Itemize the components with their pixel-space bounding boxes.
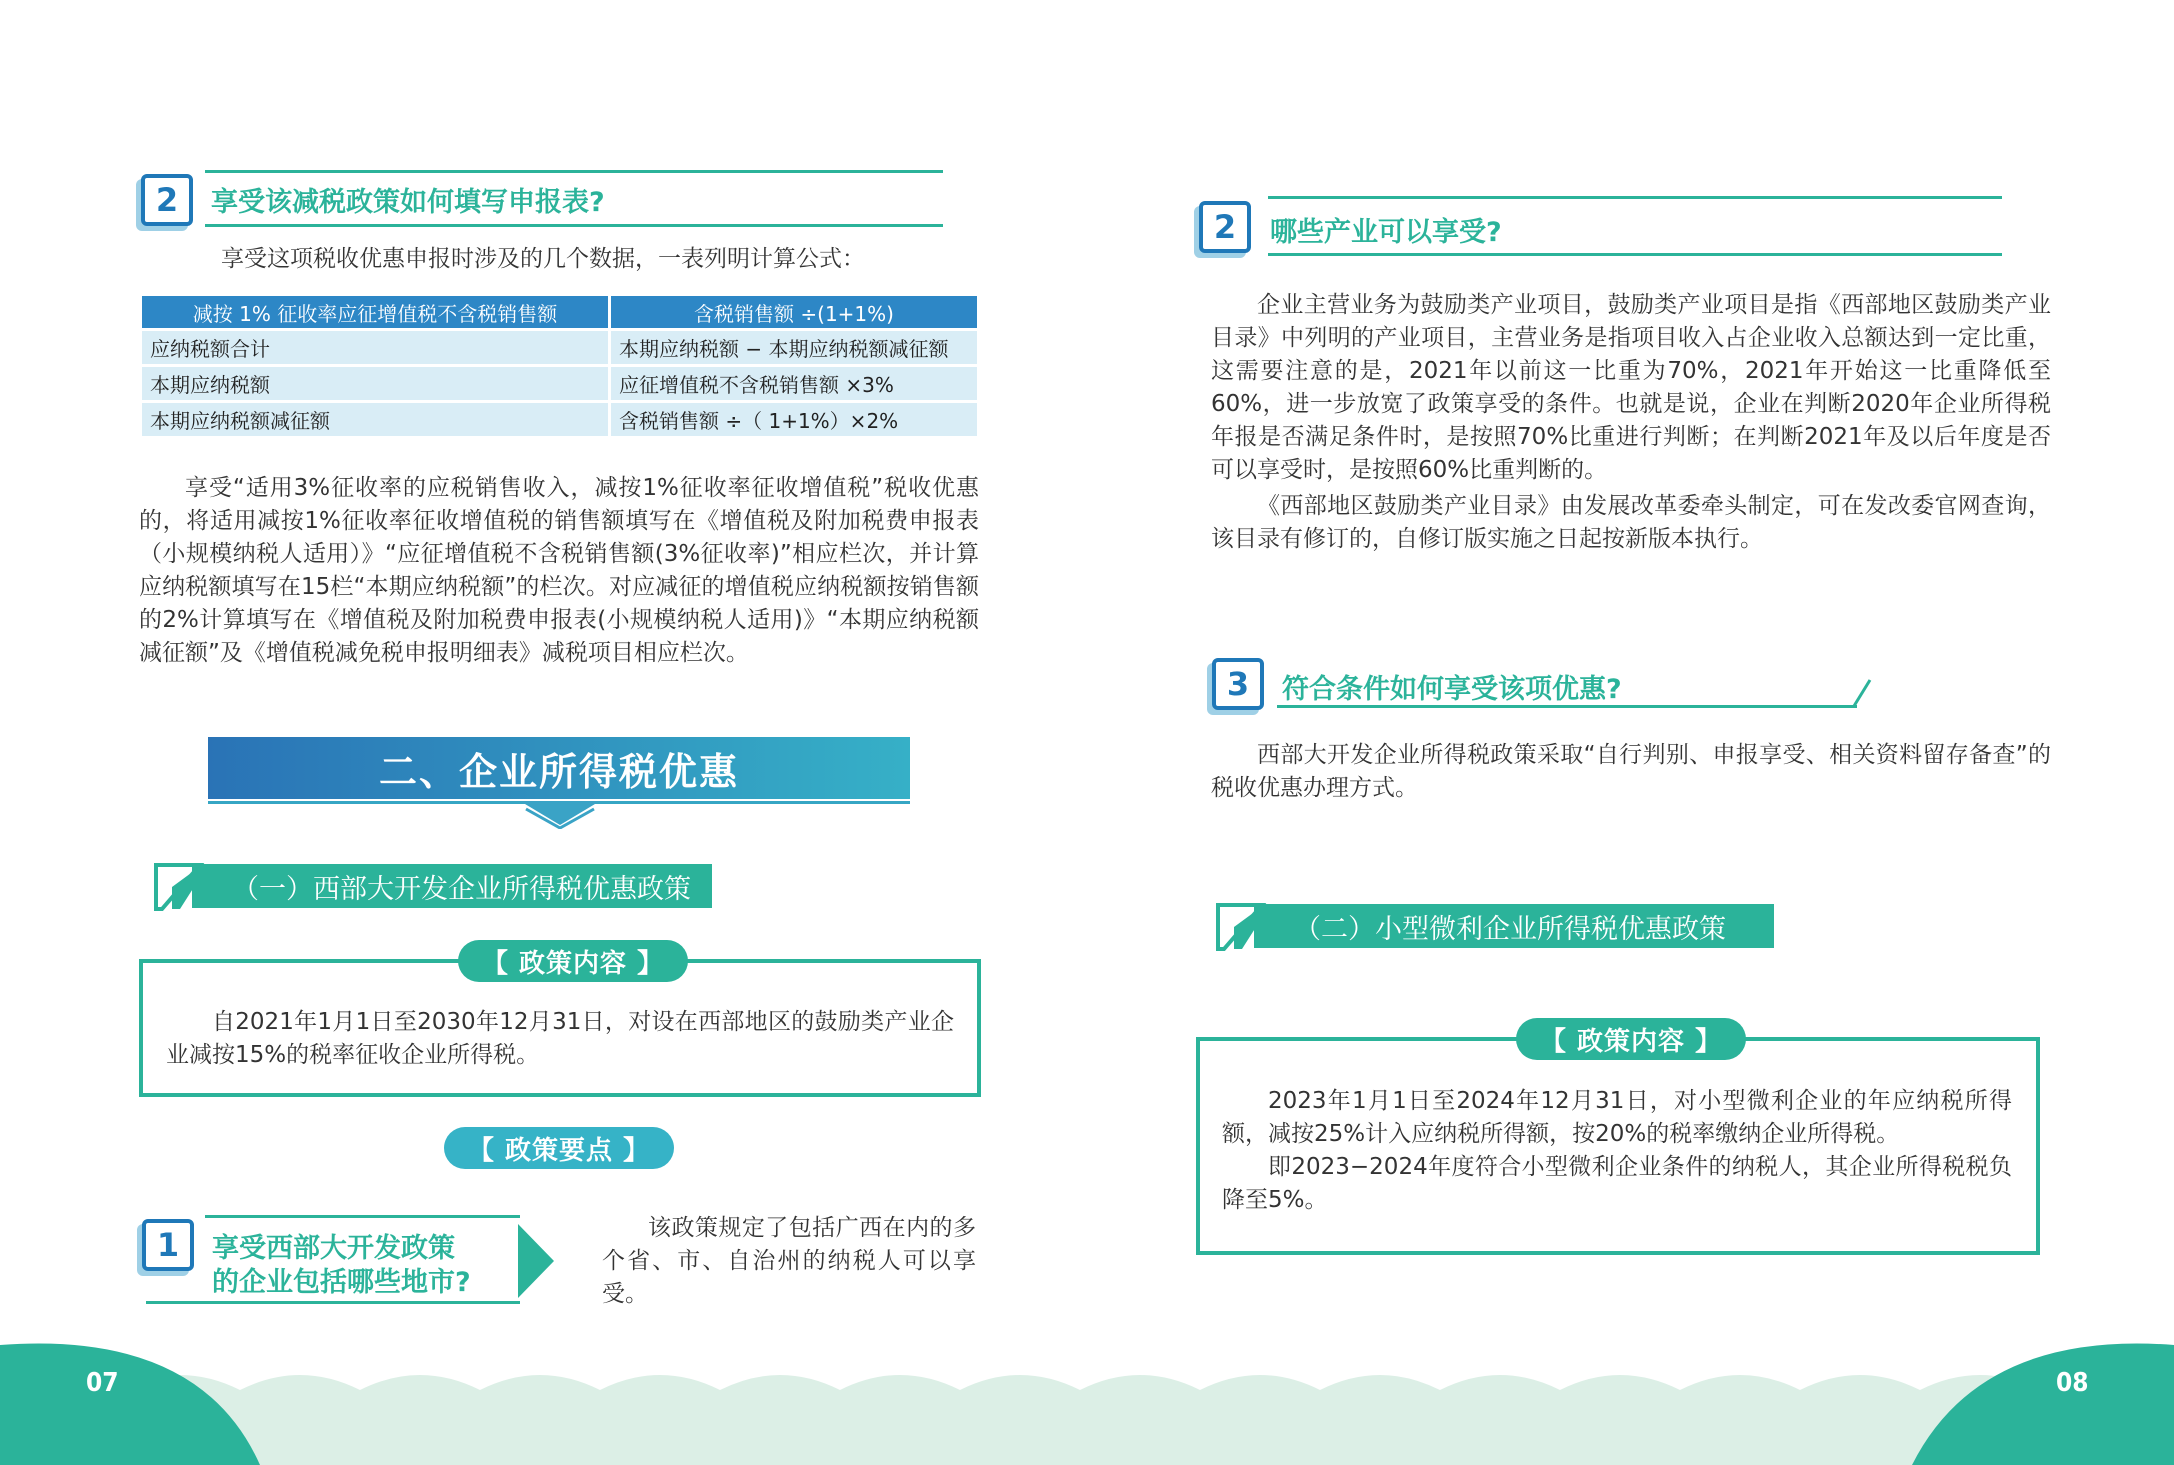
sub2-title: （二）小型微利企业所得税优惠政策 (1254, 904, 1774, 948)
table-row (142, 367, 977, 400)
table-row (142, 331, 977, 364)
footer-waves (0, 1340, 2174, 1465)
table-row (142, 403, 977, 436)
q1-arrow-icon (518, 1224, 554, 1298)
q1-title-line1: 享受西部大开发政策 (212, 1233, 455, 1264)
page-number-right: 08 (2056, 1368, 2089, 1398)
r-q3-line-tick (1852, 678, 1872, 708)
policy-points-label: 【 政策要点 】 (444, 1127, 674, 1169)
r-q3-title: 符合条件如何享受该项优惠? (1282, 674, 1622, 705)
vat-filing-paragraph: 享受“适用3%征收率的应税销售收入，减按1%征收率征收增值税”税收优惠的，将适用减按1%征收率征收增值税的销售额填写在《增值税及附加税费申报表（小规模纳税人适用）》“应征增值税不含税销售额(3%征收率)”相应栏次，并计算应纳税额填写在15栏“本期应纳税额”的栏次。对应减征的增值税应纳税额按销售额的2%计算填写在《增值税及附加税费申报表(小规模纳税人适用)》“本期应纳税额减征额”及《增值税减免税申报明细表》减税项目相应栏次。 (139, 475, 979, 666)
policy-content-text: 自2021年1月1日至2030年12月31日，对设在西部地区的鼓励类产业企业减按15%的税率征收企业所得税。 (166, 1009, 954, 1068)
page-number-left: 07 (86, 1368, 119, 1398)
section-banner: 二、企业所得税优惠 (208, 737, 910, 799)
r-q2-paragraph-1: 企业主营业务为鼓励类产业项目，鼓励类产业项目是指《西部地区鼓励类产业目录》中列明的产业项目，主营业务是指项目收入占企业收入总额达到一定比重，这需要注意的是，2021年以前这一比重为70%，2021年开始这一比重降低至60%，进一步放宽了政策享受的条件。也就是说，企业在判断2020年企业所得税年报是否满足条件时，是按照70%比重进行判断；在判断2021年及以后年度是否可以享受时，是按照60%比重判断的。 (1211, 292, 2051, 483)
r-q2-bottom-line (1268, 253, 2002, 256)
sub1-title: （一）西部大开发企业所得税优惠政策 (192, 864, 712, 908)
r-q3-bottom-line (1277, 705, 1857, 708)
r-q3-text: 西部大开发企业所得税政策采取“自行判别、申报享受、相关资料留存备查”的税收优惠办理方式。 (1211, 742, 2051, 801)
banner-arrow-icon (520, 799, 600, 829)
r-q2-paragraph-2: 《西部地区鼓励类产业目录》由发展改革委牵头制定，可在发改委官网查询，该目录有修订的，自修订版实施之日起按新版本执行。 (1211, 493, 2051, 552)
table-cell: 本期应纳税额 − 本期应纳税额减征额 (611, 331, 977, 364)
policy-content-label: 【 政策内容 】 (458, 940, 688, 982)
r-q2-number-badge: 2 (1199, 201, 1251, 253)
table-cell: 应纳税额合计 (142, 331, 608, 364)
r-policy-text-1: 2023年1月1日至2024年12月31日，对小型微利企业的年应纳税所得额，减按25%计入应纳税所得额，按20%的税率缴纳企业所得税。 (1222, 1088, 2012, 1147)
q1-title-line2: 的企业包括哪些地市? (212, 1267, 471, 1298)
q2-title: 享受该减税政策如何填写申报表? (211, 187, 605, 218)
calc-table (139, 293, 980, 439)
r-q2-title: 哪些产业可以享受? (1270, 217, 1502, 248)
q2-number-badge: 2 (141, 174, 193, 226)
r-policy-content-label: 【 政策内容 】 (1516, 1018, 1746, 1060)
q1-answer: 该政策规定了包括广西在内的多个省、市、自治州的纳税人可以享受。 (602, 1215, 976, 1307)
q2-top-line (205, 170, 943, 173)
q1-bottom-line (146, 1301, 520, 1304)
r-q2-top-line (1268, 196, 2002, 199)
table-header-cell: 减按 1% 征收率应征增值税不含税销售额 (142, 296, 608, 328)
table-cell: 应征增值税不含税销售额 ×3% (611, 367, 977, 400)
r-q3-number-badge: 3 (1212, 658, 1264, 710)
table-cell: 含税销售额 ÷（ 1+1%）×2% (611, 403, 977, 436)
q1-number-badge: 1 (142, 1219, 194, 1271)
q2-intro: 享受这项税收优惠申报时涉及的几个数据，一表列明计算公式： (221, 246, 865, 272)
table-header-row (142, 296, 977, 328)
r-policy-text-2: 即2023−2024年度符合小型微利企业条件的纳税人，其企业所得税税负降至5%。 (1222, 1154, 2012, 1213)
table-cell: 本期应纳税额 (142, 367, 608, 400)
q2-bottom-line (205, 224, 943, 227)
table-header-cell: 含税销售额 ÷(1+1%) (611, 296, 977, 328)
q1-top-line (205, 1215, 520, 1218)
table-cell: 本期应纳税额减征额 (142, 403, 608, 436)
